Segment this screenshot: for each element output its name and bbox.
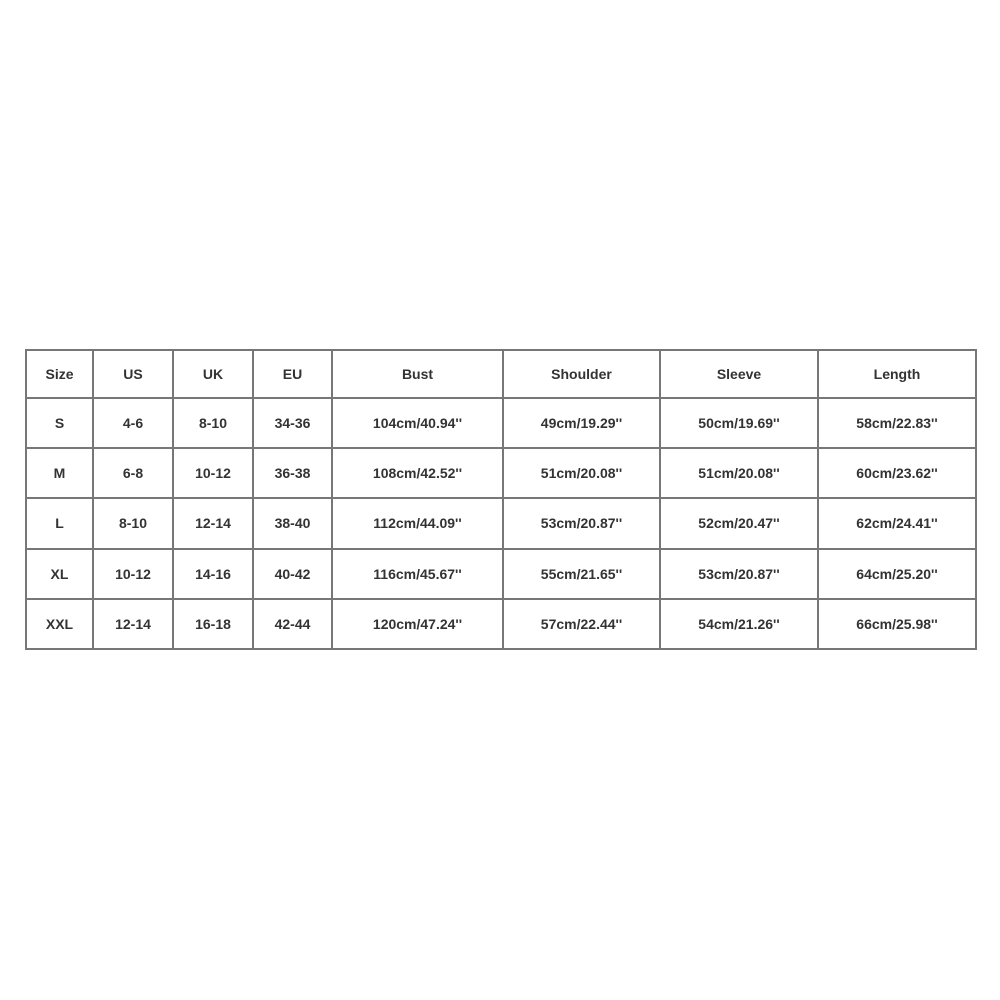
table-row — [26, 498, 976, 548]
cell-size: M — [26, 448, 93, 498]
size-chart-table — [25, 349, 977, 650]
cell-bust: 104cm/40.94'' — [332, 398, 503, 448]
cell-us: 10-12 — [93, 549, 173, 599]
header-us: US — [93, 350, 173, 398]
cell-bust: 112cm/44.09'' — [332, 498, 503, 548]
table-row — [26, 398, 976, 448]
cell-sleeve: 53cm/20.87'' — [660, 549, 818, 599]
cell-length: 64cm/25.20'' — [818, 549, 976, 599]
cell-uk: 14-16 — [173, 549, 253, 599]
header-sleeve: Sleeve — [660, 350, 818, 398]
header-shoulder: Shoulder — [503, 350, 660, 398]
cell-length: 58cm/22.83'' — [818, 398, 976, 448]
cell-bust: 116cm/45.67'' — [332, 549, 503, 599]
cell-sleeve: 50cm/19.69'' — [660, 398, 818, 448]
cell-size: XXL — [26, 599, 93, 649]
header-bust: Bust — [332, 350, 503, 398]
cell-uk: 8-10 — [173, 398, 253, 448]
cell-uk: 12-14 — [173, 498, 253, 548]
cell-length: 60cm/23.62'' — [818, 448, 976, 498]
cell-eu: 34-36 — [253, 398, 332, 448]
header-length: Length — [818, 350, 976, 398]
cell-eu: 40-42 — [253, 549, 332, 599]
table-header-row — [26, 350, 976, 398]
cell-us: 4-6 — [93, 398, 173, 448]
cell-size: L — [26, 498, 93, 548]
header-size: Size — [26, 350, 93, 398]
header-eu: EU — [253, 350, 332, 398]
cell-eu: 38-40 — [253, 498, 332, 548]
cell-sleeve: 54cm/21.26'' — [660, 599, 818, 649]
cell-us: 6-8 — [93, 448, 173, 498]
cell-shoulder: 49cm/19.29'' — [503, 398, 660, 448]
cell-size: XL — [26, 549, 93, 599]
table-row — [26, 448, 976, 498]
cell-eu: 42-44 — [253, 599, 332, 649]
cell-eu: 36-38 — [253, 448, 332, 498]
table-row — [26, 549, 976, 599]
cell-us: 8-10 — [93, 498, 173, 548]
cell-length: 62cm/24.41'' — [818, 498, 976, 548]
header-uk: UK — [173, 350, 253, 398]
cell-sleeve: 52cm/20.47'' — [660, 498, 818, 548]
cell-us: 12-14 — [93, 599, 173, 649]
cell-uk: 16-18 — [173, 599, 253, 649]
cell-shoulder: 51cm/20.08'' — [503, 448, 660, 498]
cell-shoulder: 57cm/22.44'' — [503, 599, 660, 649]
cell-shoulder: 53cm/20.87'' — [503, 498, 660, 548]
cell-length: 66cm/25.98'' — [818, 599, 976, 649]
cell-bust: 108cm/42.52'' — [332, 448, 503, 498]
cell-sleeve: 51cm/20.08'' — [660, 448, 818, 498]
cell-bust: 120cm/47.24'' — [332, 599, 503, 649]
table-row — [26, 599, 976, 649]
cell-shoulder: 55cm/21.65'' — [503, 549, 660, 599]
cell-size: S — [26, 398, 93, 448]
cell-uk: 10-12 — [173, 448, 253, 498]
